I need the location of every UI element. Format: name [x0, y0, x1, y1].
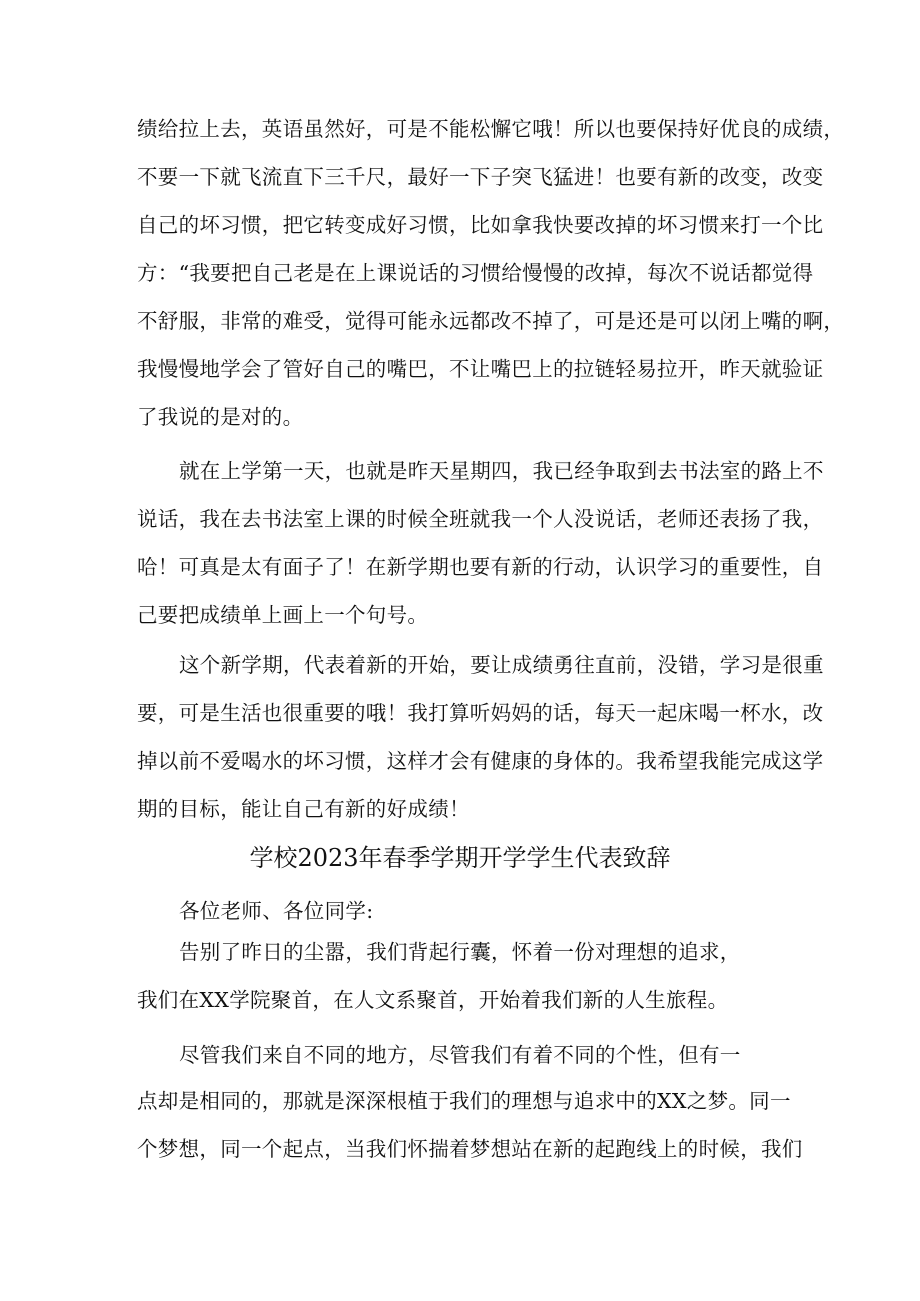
para3-line-4: 期的目标，能让自己有新的好成绩！: [137, 797, 470, 821]
para1-line-7: 了我说的是对的。: [137, 405, 304, 429]
para1-line-5: 不舒服，非常的难受，觉得可能永远都改不掉了，可是还是可以闭上嘴的啊，: [137, 309, 845, 333]
speech-salutation: 各位老师、各位同学:: [179, 899, 374, 923]
para3-line-1: 这个新学期，代表着新的开始，要让成绩勇往直前，没错，学习是很重: [179, 653, 824, 677]
para1-line-1: 绩给拉上去，英语虽然好，可是不能松懈它哦！所以也要保持好优良的成绩，: [137, 117, 845, 141]
speech-title: 学校2023年春季学期开学学生代表致辞: [249, 844, 671, 872]
para2-line-1: 就在上学第一天，也就是昨天星期四，我已经争取到去书法室的路上不: [179, 459, 824, 483]
para2-line-3: 哈！可真是太有面子了！在新学期也要有新的行动，认识学习的重要性，自: [137, 555, 824, 579]
para1-line-2: 不要一下就飞流直下三千尺，最好一下子突飞猛进！也要有新的改变，改变: [137, 165, 824, 189]
speech-line-2: 我们在XX学院聚首，在人文系聚首，开始着我们新的人生旅程。: [137, 988, 729, 1012]
speech-line-4: 点却是相同的，那就是深深根植于我们的理想与追求中的XX之梦。同一: [137, 1089, 791, 1113]
speech-line-3: 尽管我们来自不同的地方，尽管我们有着不同的个性，但有一: [179, 1043, 741, 1067]
para1-line-4: 方：“我要把自己老是在上课说话的习惯给慢慢的改掉，每次不说话都觉得: [137, 261, 814, 285]
para1-line-6: 我慢慢地学会了管好自己的嘴巴，不让嘴巴上的拉链轻易拉开，昨天就验证: [137, 357, 824, 381]
para2-line-2: 说话，我在去书法室上课的时候全班就我一个人没说话，老师还表扬了我，: [137, 507, 824, 531]
speech-line-5: 个梦想，同一个起点，当我们怀揣着梦想站在新的起跑线上的时候，我们: [137, 1137, 803, 1161]
para3-line-3: 掉以前不爱喝水的坏习惯，这样才会有健康的身体的。我希望我能完成这学: [137, 749, 824, 773]
para3-line-2: 要，可是生活也很重要的哦！我打算听妈妈的话，每天一起床喝一杯水，改: [137, 701, 824, 725]
para1-line-3: 自己的坏习惯，把它转变成好习惯，比如拿我快要改掉的坏习惯来打一个比: [137, 213, 824, 237]
para2-line-4: 己要把成绩单上画上一个句号。: [137, 603, 429, 627]
speech-line-1: 告别了昨日的尘嚣，我们背起行囊，怀着一份对理想的追求，: [179, 940, 741, 964]
